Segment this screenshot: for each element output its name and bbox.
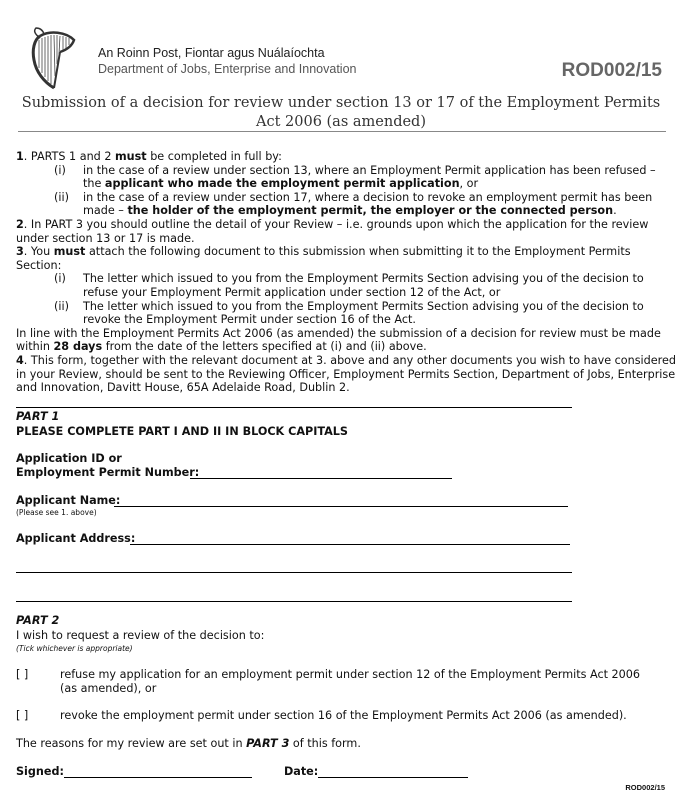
dept-name-english: Department of Jobs, Enterprise and Innovation [98,62,357,76]
reasons-text: The reasons for my review are set out in PART 3 of this form. [16,737,361,750]
part2-note: (Tick whichever is appropriate) [16,644,133,653]
checkbox-refuse[interactable]: [ ] [16,668,29,681]
signed-label: Signed: [16,765,64,778]
section-divider [16,407,572,408]
title-divider [18,131,666,132]
applicant-name-field[interactable] [114,505,568,507]
footer-form-code: ROD002/15 [625,783,665,792]
applicant-name-label: Applicant Name: [16,494,121,507]
date-label: Date: [284,765,319,778]
instruction-1-i: (i) in the case of a review under section 13, where an Employment Permit application has been refused – the applicant who made the employment permit application, or [54,163,656,191]
applicant-name-note: (Please see 1. above) [16,508,97,517]
part1-heading: PART 1 [16,410,60,423]
date-field[interactable] [318,776,468,778]
instruction-3: 3. You must attach the following document to this submission when submitting it to the Employment Permits Section: [16,245,631,272]
option-refuse-label: refuse my application for an employment permit under section 12 of the Employment Permits Act 2006 (as amended), or [60,668,641,695]
checkbox-revoke[interactable]: [ ] [16,709,29,722]
app-id-label-line1: Application ID or [16,452,122,465]
applicant-address-field-3[interactable] [16,600,572,602]
applicant-address-field-2[interactable] [16,571,572,573]
instruction-4: 4. This form, together with the relevant document at 3. above and any other documents you wish to have considered in your Review, should be sent to the Reviewing Officer, Employment Permits Section, Department of Jobs, Enterprise and Innovation, Davitt House, 65A Adelaide Road, Dublin 2. [16,353,676,395]
app-id-label-line2: Employment Permit Number: [16,466,200,479]
part2-intro: I wish to request a review of the decision to: [16,629,265,642]
applicant-address-label: Applicant Address: [16,532,136,545]
option-revoke-label: revoke the employment permit under section 16 of the Employment Permits Act 2006 (as amended). [60,709,627,722]
form-title: Submission of a decision for review under section 13 or 17 of the Employment Permits Act 2006 (as amended) [21,95,661,130]
instructions [16,150,676,395]
instruction-1-ii: (ii) in the case of a review under section 17, where a decision to revoke an employment permit has been made – the holder of the employment permit, the employer or the connected person. [54,190,653,218]
instruction-3-ii: (ii) The letter which issued to you from the Employment Permits Section advising you of the decision to revoke the Employment Permit under section 16 of the Act. [54,299,644,327]
app-id-field[interactable] [190,477,452,479]
instruction-1: 1. PARTS 1 and 2 must be completed in full by: [16,150,282,163]
harp-logo [26,26,78,92]
instruction-3-note: In line with the Employment Permits Act 2006 (as amended) the submission of a decision for review must be made within 28 days from the date of the letters specified at (i) and (ii) above. [16,326,661,354]
signature-field[interactable] [64,776,252,778]
instruction-3-i: (i) The letter which issued to you from the Employment Permits Section advising you of the decision to refuse your Employment Permit application under section 12 of the Act, or [54,272,644,299]
applicant-address-field-1[interactable] [130,543,570,545]
form-code: ROD002/15 [561,60,662,81]
part2-heading: PART 2 [16,614,60,627]
instruction-2: 2. In PART 3 you should outline the detail of your Review – i.e. grounds upon which the application for the review under section 13 or 17 is made. [16,217,649,245]
dept-name-irish: An Roinn Post, Fiontar agus Nuálaíochta [98,46,325,60]
part1-subheading: PLEASE COMPLETE PART I AND II IN BLOCK CAPITALS [16,425,348,438]
